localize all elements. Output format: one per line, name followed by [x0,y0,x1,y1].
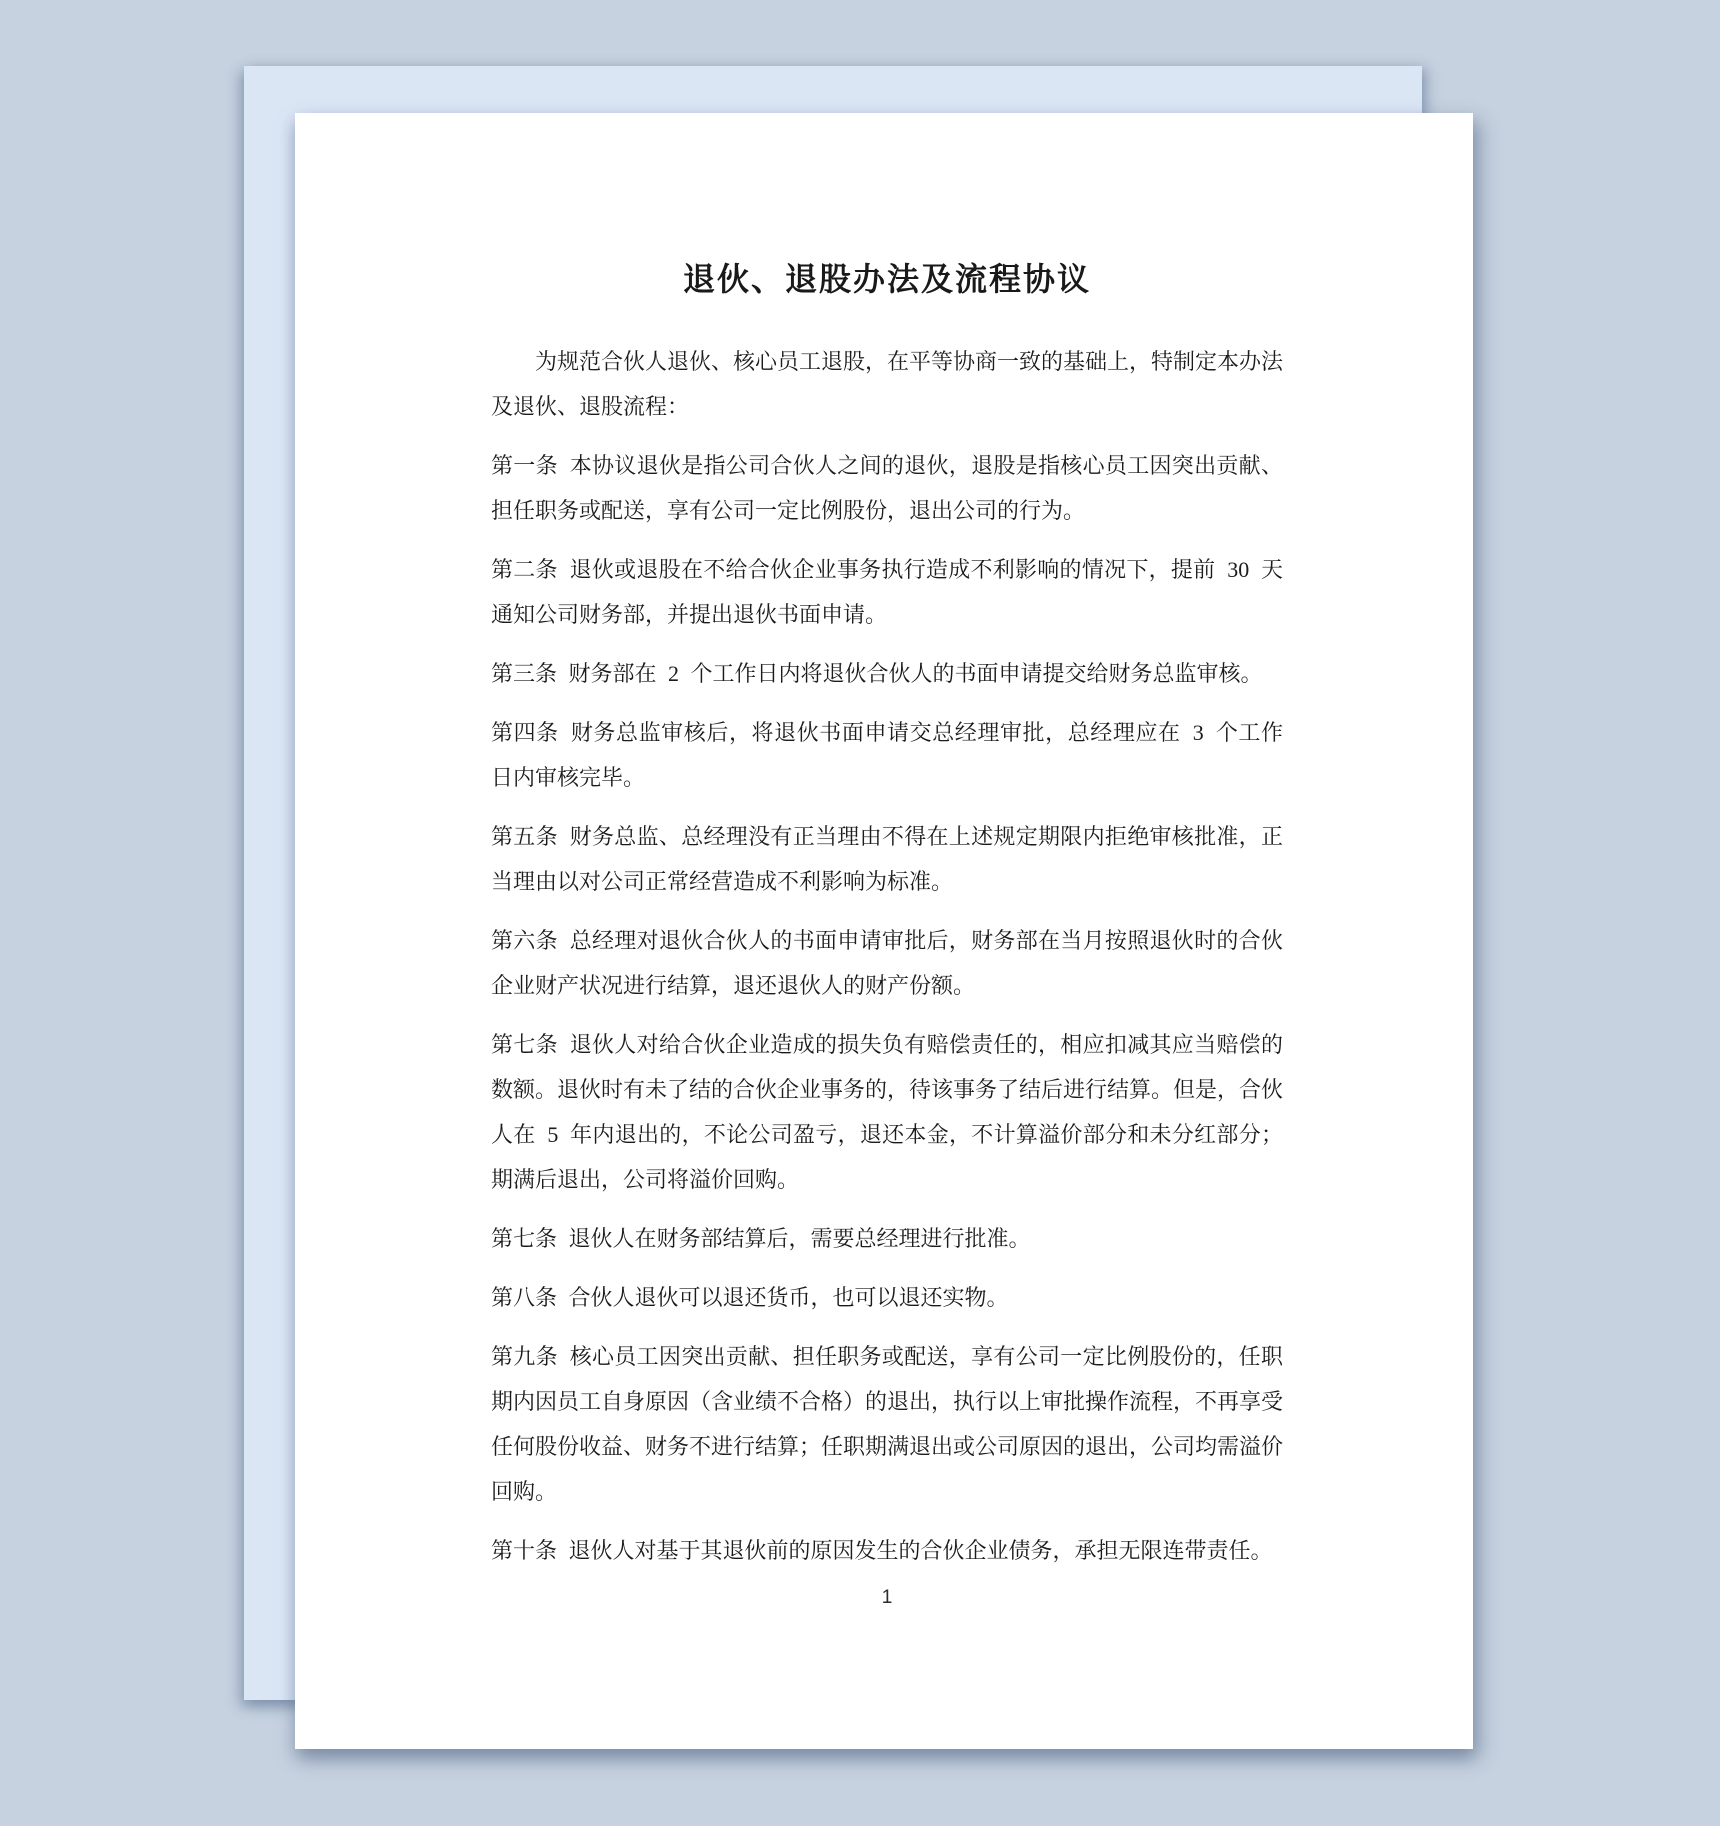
document-page [295,113,1473,1749]
paragraph-article-5: 第五条 财务总监、总经理没有正当理由不得在上述规定期限内拒绝审核批准，正当理由以对公司正常经营造成不利影响为标准。 [491,824,1283,894]
paragraph-article-7b: 第七条 退伙人在财务部结算后，需要总经理进行批准。 [491,1226,1031,1251]
page-number: 1 [881,1587,893,1608]
paragraph-article-8: 第八条 合伙人退伙可以退还货币，也可以退还实物。 [491,1285,1009,1310]
paragraph-article-6: 第六条 总经理对退伙合伙人的书面申请审批后，财务部在当月按照退伙时的合伙企业财产状况进行结算，退还退伙人的财产份额。 [491,928,1283,998]
paragraph-intro: 为规范合伙人退伙、核心员工退股，在平等协商一致的基础上，特制定本办法及退伙、退股流程： [491,349,1284,419]
paragraph-article-4: 第四条 财务总监审核后，将退伙书面申请交总经理审批，总经理应在 3 个工作日内审核完毕。 [491,720,1283,790]
paragraph-article-3: 第三条 财务部在 2 个工作日内将退伙合伙人的书面申请提交给财务总监审核。 [491,661,1263,686]
paragraph-article-2: 第二条 退伙或退股在不给合伙企业事务执行造成不利影响的情况下，提前 30 天通知公司财务部，并提出退伙书面申请。 [491,557,1283,627]
paragraph-article-7: 第七条 退伙人对给合伙企业造成的损失负有赔偿责任的，相应扣减其应当赔偿的数额。退伙时有未了结的合伙企业事务的，待该事务了结后进行结算。但是，合伙人在 5 年内退出的，不论公司盈亏，退还本金，不计算溢价部分和未分红部分；期满后退出，公司将溢价回购。 [491,1032,1284,1192]
paragraph-article-9: 第九条 核心员工因突出贡献、担任职务或配送，享有公司一定比例股份的，任职期内因员工自身原因（含业绩不合格）的退出，执行以上审批操作流程，不再享受任何股份收益、财务不进行结算；任职期满退出或公司原因的退出，公司均需溢价回购。 [491,1344,1284,1504]
paragraph-article-10: 第十条 退伙人对基于其退伙前的原因发生的合伙企业债务，承担无限连带责任。 [491,1538,1273,1563]
paragraph-article-1: 第一条 本协议退伙是指公司合伙人之间的退伙，退股是指核心员工因突出贡献、担任职务或配送，享有公司一定比例股份，退出公司的行为。 [491,453,1283,523]
document-title: 退伙、退股办法及流程协议 [682,261,1091,297]
